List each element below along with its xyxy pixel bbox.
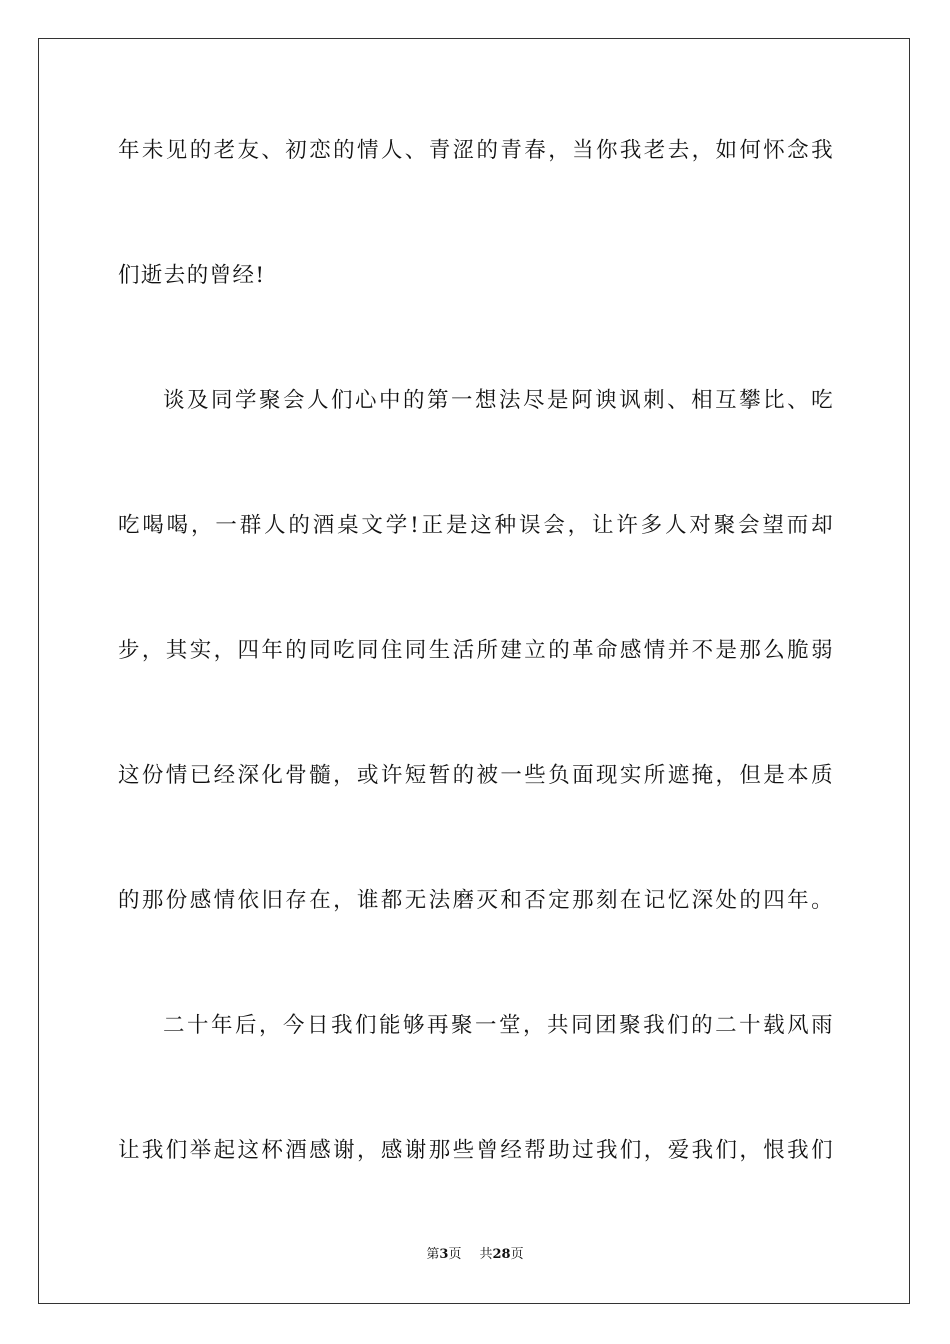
page-footer	[0, 1246, 950, 1264]
text-line-4: 吃喝喝，一群人的酒桌文学!正是这种误会，让许多人对聚会望而却	[118, 513, 834, 538]
text-line-5: 步，其实，四年的同吃同住同生活所建立的革命感情并不是那么脆弱	[118, 638, 834, 663]
text-line-7: 的那份感情依旧存在，谁都无法磨灭和否定那刻在记忆深处的四年。	[118, 888, 834, 913]
page-border	[38, 38, 910, 1304]
text-line-8: 二十年后，今日我们能够再聚一堂，共同团聚我们的二十载风雨	[163, 1013, 834, 1038]
text-line-3: 谈及同学聚会人们心中的第一想法尽是阿谀讽刺、相互攀比、吃	[163, 388, 834, 413]
text-line-9: 让我们举起这杯酒感谢，感谢那些曾经帮助过我们，爱我们，恨我们	[118, 1138, 834, 1163]
total-suffix: 页	[510, 1247, 524, 1262]
text-line-1: 年未见的老友、初恋的情人、青涩的青春，当你我老去，如何怀念我	[118, 138, 834, 163]
page-number: 3	[439, 1247, 449, 1262]
text-line-6: 这份情已经深化骨髓，或许短暂的被一些负面现实所遮掩，但是本质	[118, 763, 834, 788]
total-pages: 28	[492, 1247, 511, 1262]
page-suffix: 页	[448, 1247, 462, 1262]
total-prefix: 共	[479, 1247, 493, 1262]
page-prefix: 第	[426, 1247, 440, 1262]
text-line-2: 们逝去的曾经!	[118, 263, 266, 288]
